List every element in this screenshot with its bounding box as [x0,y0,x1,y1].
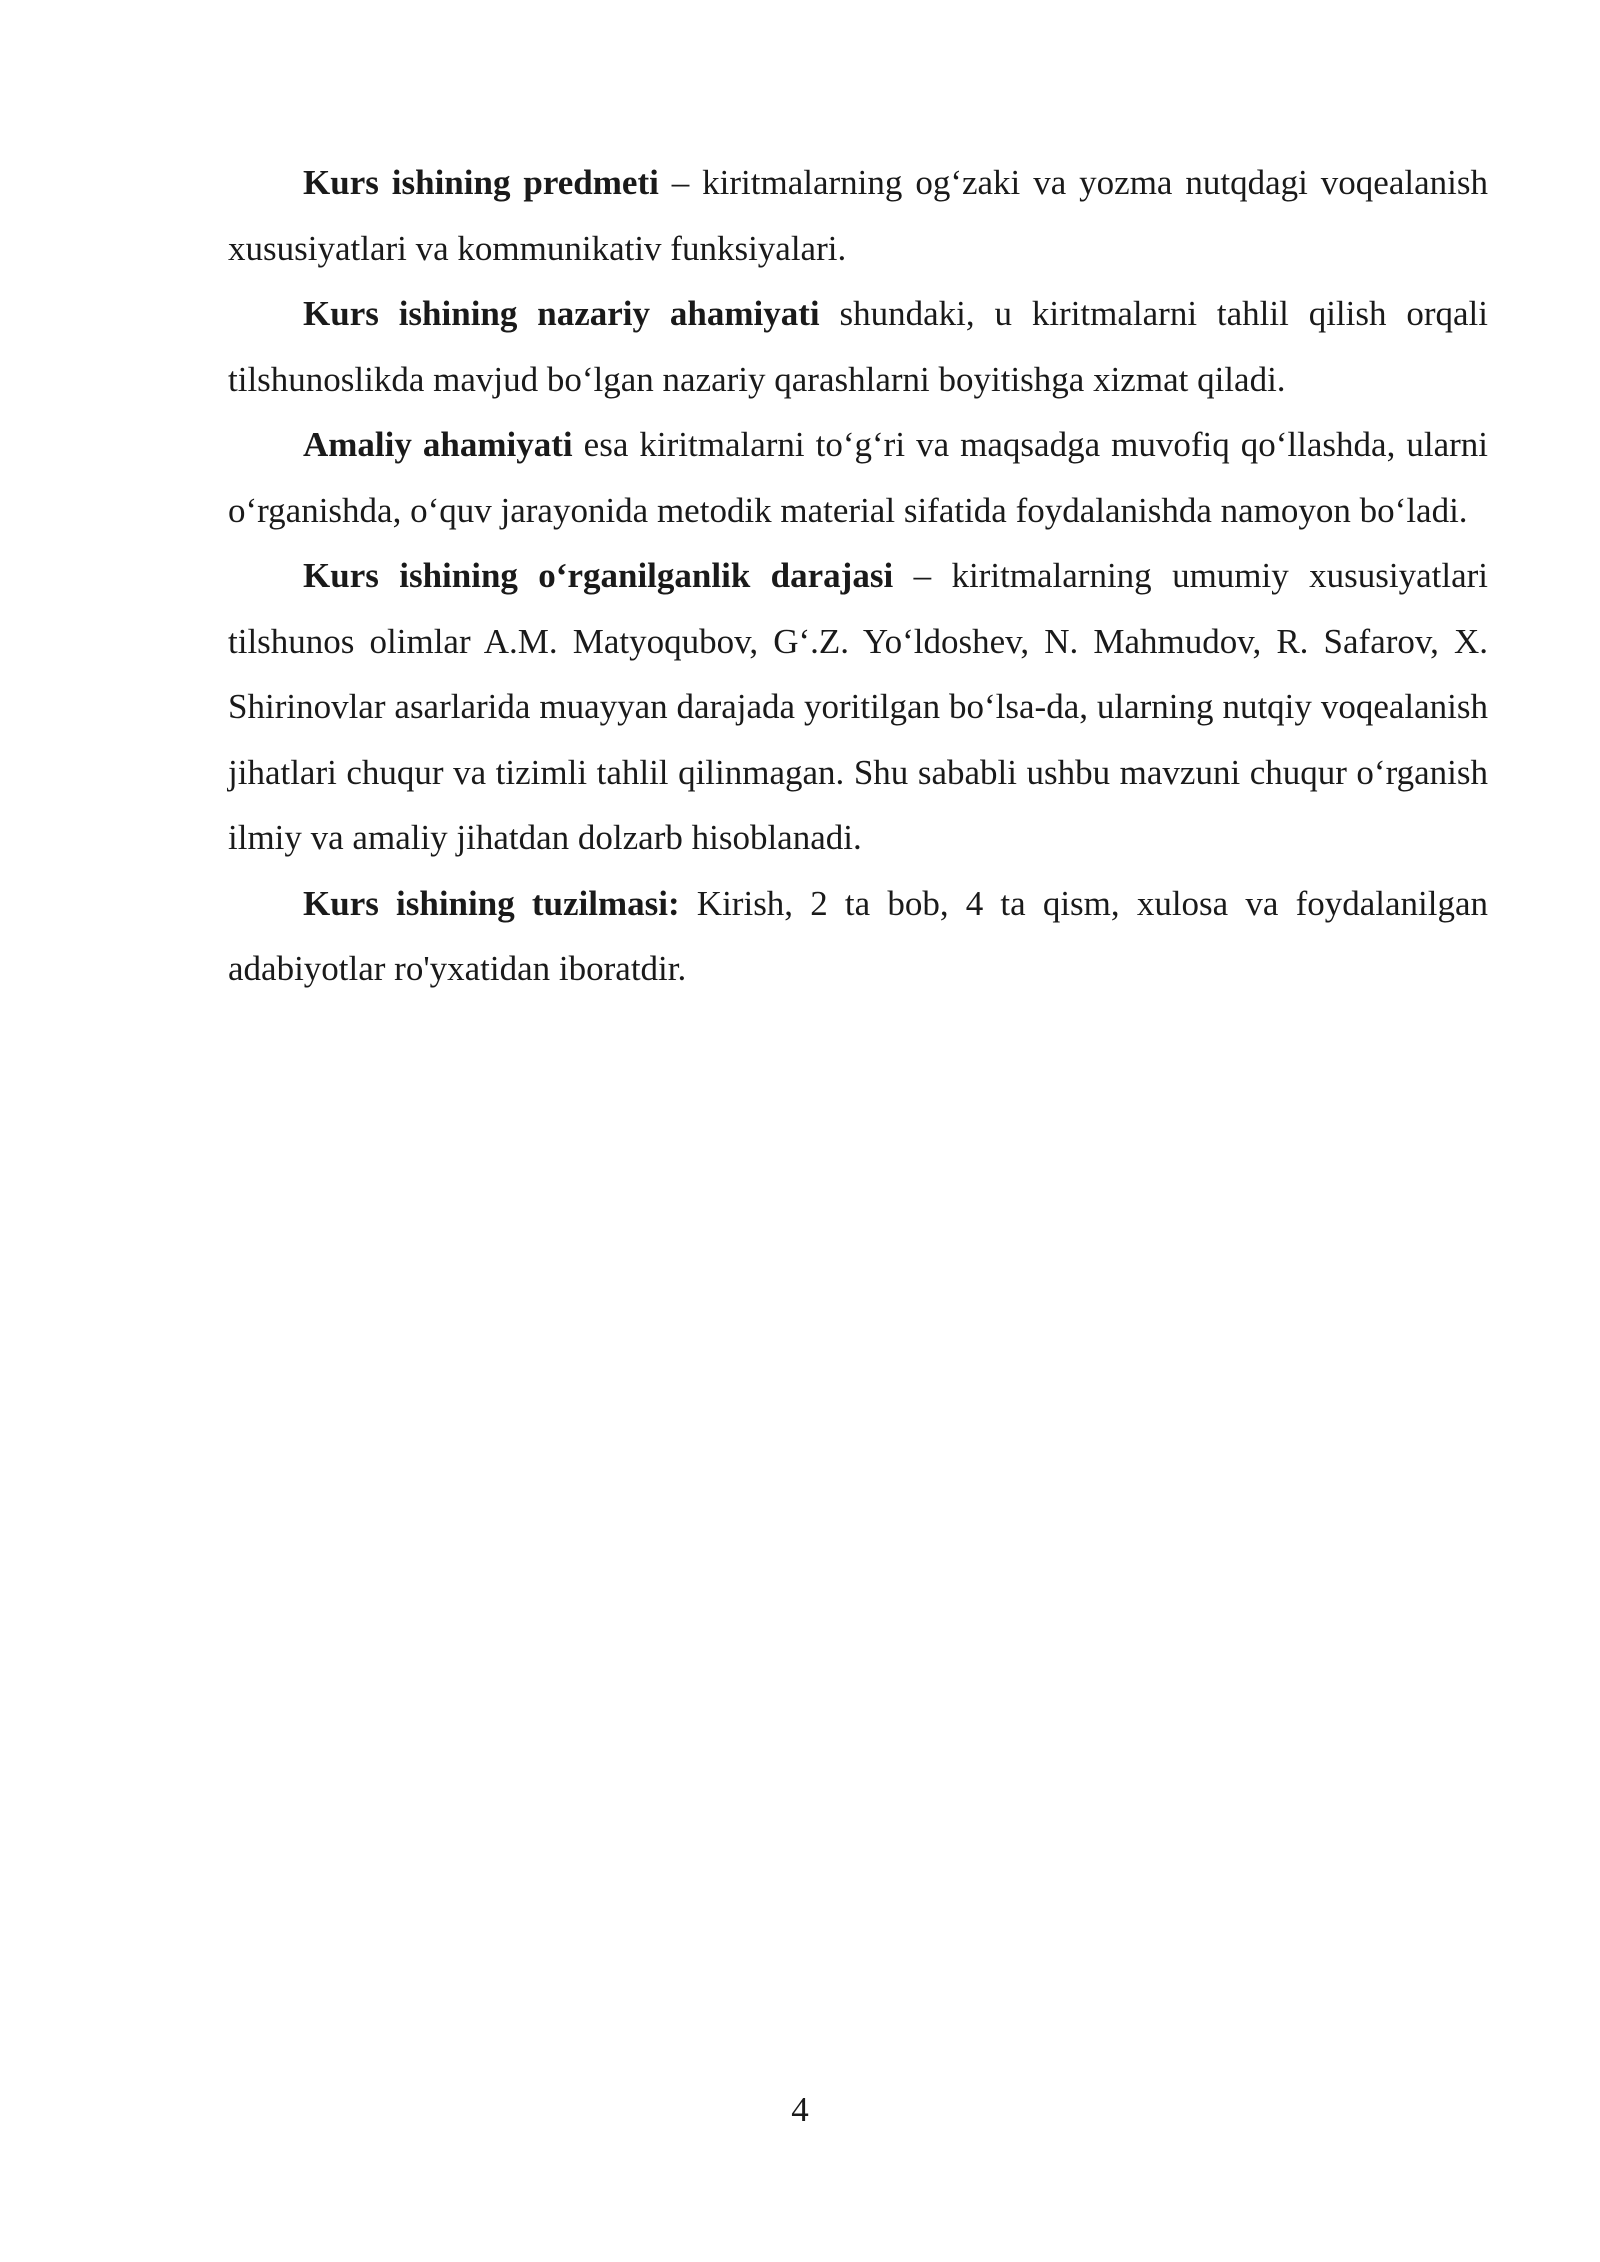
paragraph-text: shundaki, u kiritmalarni tahlil qilish orqali tilshunoslikda mavjud bo‘lgan nazariy qarashlarni boyitishga xizmat qiladi. [228,294,1488,399]
paragraph-theoretical-significance [228,281,1488,412]
paragraph-lead: Kurs ishining o‘rganilganlik darajasi [303,556,894,595]
paragraph-text: – kiritmalarning og‘zaki va yozma nutqdagi voqealanish xususiyatlari va kommunikativ funksiyalari. [228,163,1488,268]
page-body [228,150,1488,1002]
paragraph-lead: Kurs ishining nazariy ahamiyati [303,294,820,333]
paragraph-structure [228,871,1488,1002]
paragraph-lead: Kurs ishining predmeti [303,163,659,202]
paragraph-lead: Kurs ishining tuzilmasi: [303,883,680,923]
paragraph-degree-of-study [228,543,1488,871]
paragraph-course-subject [228,150,1488,281]
paragraph-text: esa kiritmalarni to‘g‘ri va maqsadga muvofiq qo‘llashda, ularni o‘rganishda, o‘quv jarayonida metodik material sifatida foydalanishda namoyon bo‘ladi. [228,425,1488,530]
paragraph-lead: Amaliy ahamiyati [303,425,573,464]
paragraph-text: – kiritmalarning umumiy xususiyatlari tilshunos olimlar A.M. Matyoqubov, G‘.Z. Yo‘ldoshev, N. Mahmudov, R. Safarov, X. Shirinovlar asarlarida muayyan darajada yoritilgan bo‘lsa-da, ularning nutqiy voqealanish jihatlari chuqur va tizimli tahlil qilinmagan. Shu sababli ushbu mavzuni chuqur o‘rganish ilmiy va amaliy jihatdan dolzarb hisoblanadi. [228,556,1488,857]
paragraph-practical-significance [228,412,1488,543]
paragraph-text: Kirish, 2 ta bob, 4 ta qism, xulosa va foydalanilgan adabiyotlar ro'yxatidan iboratdir. [228,883,1489,988]
page-number: 4 [791,2090,809,2129]
